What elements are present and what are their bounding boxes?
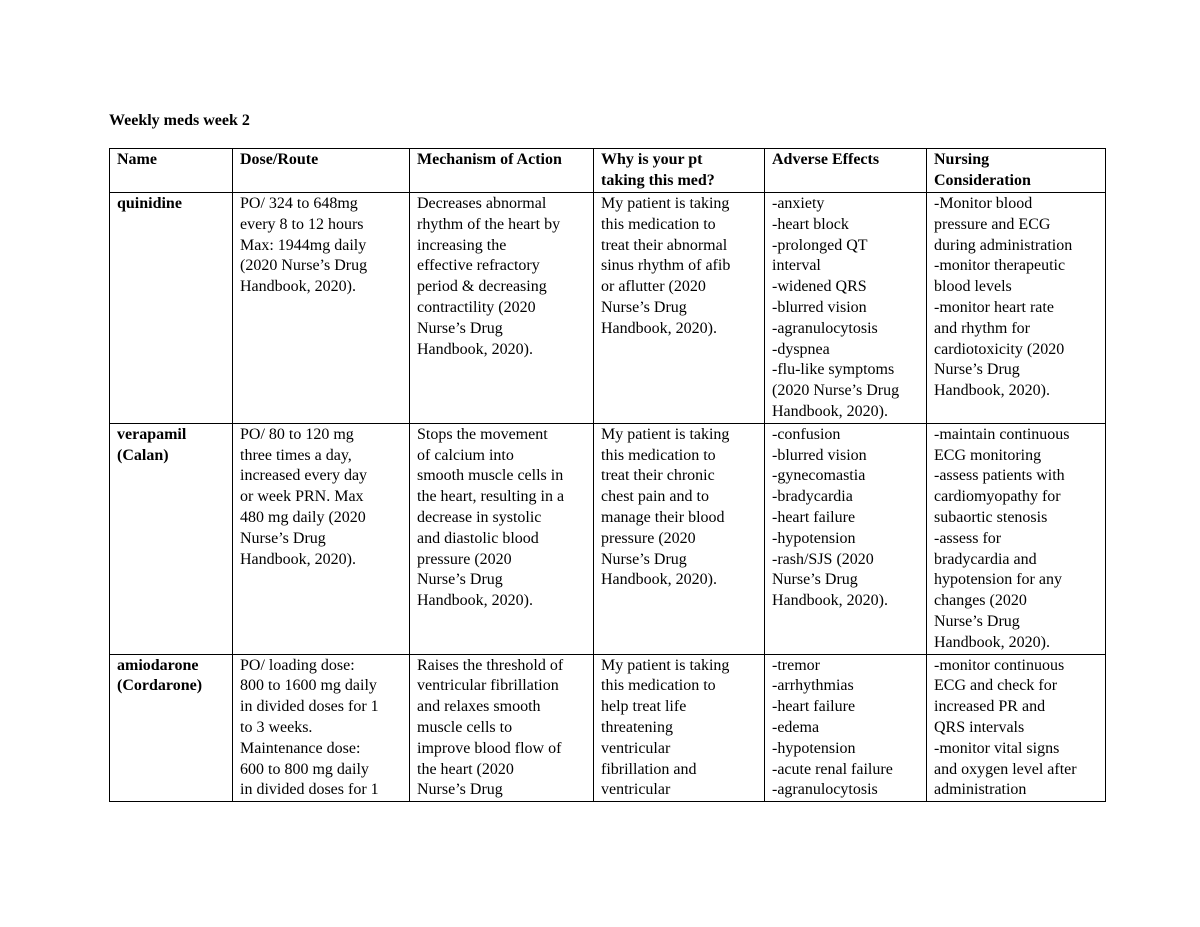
cell-text-line: quinidine [117,195,182,212]
cell-text-line: -assess for [934,529,1002,547]
nursing-consideration-cell [927,423,1106,654]
cell-text-line: -agranulocytosis [772,319,878,337]
cell-text-line: Nurse’s Drug [417,319,503,337]
cell-text-line: PO/ 324 to 648mg [240,195,358,212]
cell-text-line: bradycardia and [934,550,1037,568]
mechanism-cell [410,423,594,654]
cell-text-line: pressure and ECG [934,215,1051,233]
cell-text-line: effective refractory [417,257,540,275]
cell-text-line: -hypotension [772,739,856,757]
cell-text-line: -dyspnea [772,340,830,358]
table-row [110,193,1106,424]
cell-text-line: -widened QRS [772,278,867,296]
header-reason [594,149,765,193]
cell-text-line: -agranulocytosis [772,781,878,799]
nursing-consideration-cell [927,193,1106,424]
cell-text-line: every 8 to 12 hours [240,215,364,233]
cell-text-line: Handbook, 2020). [601,319,717,337]
medication-table [109,148,1106,802]
cell-text-line: Nurse’s Drug [772,571,858,589]
cell-text-line: to 3 weeks. [240,718,313,736]
cell-text-line: -monitor continuous [934,656,1065,674]
cell-text-line: Nurse’s Drug [417,781,503,799]
cell-text-line: ventricular fibrillation [417,677,559,695]
cell-text-line: verapamil [117,425,187,443]
adverse-effects-cell [765,423,927,654]
header-text-line: taking this med? [601,171,715,189]
cell-text-line: cardiotoxicity (2020 [934,340,1065,358]
cell-text-line: Nurse’s Drug [240,529,326,547]
cell-text-line: decrease in systolic [417,508,542,526]
cell-text-line: -heart block [772,215,849,233]
cell-text-line: pressure (2020 [417,550,512,568]
table-row [110,654,1106,802]
cell-text-line: -prolonged QT [772,236,868,254]
cell-text-line: (2020 Nurse’s Drug [772,382,900,400]
cell-text-line: and rhythm for [934,319,1030,337]
header-text-line: Why is your pt [601,151,703,168]
cell-text-line: 600 to 800 mg daily [240,760,369,778]
cell-text-line: -blurred vision [772,298,867,316]
cell-text-line: smooth muscle cells in [417,467,564,485]
cell-text-line: -bradycardia [772,488,853,506]
cell-text-line: ECG monitoring [934,446,1042,464]
cell-text-line: amiodarone [117,656,199,674]
cell-text-line: Nurse’s Drug [601,550,687,568]
cell-text-line: -gynecomastia [772,467,866,485]
cell-text-line: PO/ 80 to 120 mg [240,425,354,443]
cell-text-line: -assess patients with [934,467,1065,485]
cell-text-line: threatening [601,718,673,736]
cell-text-line: improve blood flow of [417,739,562,757]
cell-text-line: cardiomyopathy for [934,488,1061,506]
cell-text-line: -flu-like symptoms [772,361,895,379]
cell-text-line: increasing the [417,236,507,254]
cell-text-line: treat their abnormal [601,236,728,254]
header-nursing-consideration [927,149,1106,193]
cell-text-line: sinus rhythm of afib [601,257,731,275]
cell-text-line: or week PRN. Max [240,488,364,506]
table-header-row [110,149,1106,193]
name-cell [110,423,233,654]
cell-text-line: in divided doses for 1 [240,781,379,799]
name-cell [110,193,233,424]
cell-text-line: QRS intervals [934,718,1025,736]
cell-text-line: subaortic stenosis [934,508,1048,526]
cell-text-line: -tremor [772,656,820,674]
header-name [110,149,233,193]
cell-text-line: Handbook, 2020). [417,340,533,358]
cell-text-line: hypotension for any [934,571,1062,589]
header-adverse-effects [765,149,927,193]
header-dose-route [233,149,410,193]
cell-text-line: Handbook, 2020). [240,550,356,568]
cell-text-line: the heart (2020 [417,760,514,778]
cell-text-line: -monitor heart rate [934,298,1054,316]
cell-text-line: Handbook, 2020). [240,278,356,296]
cell-text-line: increased every day [240,467,368,485]
adverse-effects-cell [765,193,927,424]
cell-text-line: 480 mg daily (2020 [240,508,366,526]
cell-text-line: -Monitor blood [934,195,1033,212]
cell-text-line: this medication to [601,215,716,233]
cell-text-line: -heart failure [772,698,856,716]
cell-text-line: -monitor vital signs [934,739,1060,757]
cell-text-line: -hypotension [772,529,856,547]
name-cell [110,654,233,802]
cell-text-line: Nurse’s Drug [417,571,503,589]
cell-text-line: My patient is taking [601,425,730,443]
cell-text-line: and diastolic blood [417,529,539,547]
cell-text-line: help treat life [601,698,687,716]
cell-text-line: three times a day, [240,446,352,464]
cell-text-line: period & decreasing [417,278,547,296]
cell-text-line: My patient is taking [601,195,730,212]
reason-cell [594,423,765,654]
cell-text-line: Handbook, 2020). [934,633,1050,651]
cell-text-line: this medication to [601,446,716,464]
cell-text-line: in divided doses for 1 [240,698,379,716]
cell-text-line: muscle cells to [417,718,513,736]
cell-text-line: contractility (2020 [417,298,536,316]
cell-text-line: manage their blood [601,508,725,526]
cell-text-line: interval [772,257,821,275]
cell-text-line: (2020 Nurse’s Drug [240,257,368,275]
cell-text-line: -confusion [772,425,841,443]
cell-text-line: rhythm of the heart by [417,215,561,233]
mechanism-cell [410,654,594,802]
header-text-line: Dose/Route [240,151,319,168]
cell-text-line: ventricular [601,781,671,799]
dose-cell [233,423,410,654]
cell-text-line: increased PR and [934,698,1046,716]
cell-text-line: pressure (2020 [601,529,696,547]
dose-cell [233,654,410,802]
cell-text-line: ECG and check for [934,677,1058,695]
cell-text-line: Handbook, 2020). [601,571,717,589]
mechanism-cell [410,193,594,424]
header-mechanism [410,149,594,193]
cell-text-line: Handbook, 2020). [934,382,1050,400]
cell-text-line: (Cordarone) [117,677,203,695]
cell-text-line: ventricular [601,739,671,757]
cell-text-line: Nurse’s Drug [934,361,1020,379]
cell-text-line: -maintain continuous [934,425,1070,443]
cell-text-line: during administration [934,236,1073,254]
cell-text-line: Stops the movement [417,425,548,443]
cell-text-line: Nurse’s Drug [934,612,1020,630]
cell-text-line: (Calan) [117,446,169,464]
cell-text-line: Nurse’s Drug [601,298,687,316]
cell-text-line: PO/ loading dose: [240,656,355,674]
header-text-line: Adverse Effects [772,151,880,168]
cell-text-line: Max: 1944mg daily [240,236,367,254]
header-text-line: Name [117,151,157,168]
header-text-line: Consideration [934,171,1031,189]
cell-text-line: Decreases abnormal [417,195,547,212]
cell-text-line: Maintenance dose: [240,739,361,757]
cell-text-line: the heart, resulting in a [417,488,565,506]
cell-text-line: -edema [772,718,820,736]
header-text-line: Nursing [934,151,990,168]
cell-text-line: this medication to [601,677,716,695]
cell-text-line: or aflutter (2020 [601,278,706,296]
cell-text-line: changes (2020 [934,592,1027,610]
cell-text-line: -rash/SJS (2020 [772,550,874,568]
cell-text-line: My patient is taking [601,656,730,674]
cell-text-line: 800 to 1600 mg daily [240,677,377,695]
cell-text-line: chest pain and to [601,488,709,506]
cell-text-line: blood levels [934,278,1012,296]
cell-text-line: administration [934,781,1027,799]
cell-text-line: Handbook, 2020). [772,402,888,420]
cell-text-line: -acute renal failure [772,760,893,778]
cell-text-line: Handbook, 2020). [417,592,533,610]
cell-text-line: of calcium into [417,446,514,464]
dose-cell [233,193,410,424]
cell-text-line: and relaxes smooth [417,698,541,716]
cell-text-line: Raises the threshold of [417,656,564,674]
reason-cell [594,193,765,424]
cell-text-line: -monitor therapeutic [934,257,1066,275]
cell-text-line: -heart failure [772,508,856,526]
cell-text-line: and oxygen level after [934,760,1077,778]
cell-text-line: -anxiety [772,195,825,212]
reason-cell [594,654,765,802]
cell-text-line: treat their chronic [601,467,715,485]
cell-text-line: fibrillation and [601,760,697,778]
table-body [110,193,1106,802]
cell-text-line: -arrhythmias [772,677,854,695]
table-row [110,423,1106,654]
header-text-line: Mechanism of Action [417,151,562,168]
document-title: Weekly meds week 2 [109,112,250,129]
nursing-consideration-cell [927,654,1106,802]
cell-text-line: Handbook, 2020). [772,592,888,610]
cell-text-line: -blurred vision [772,446,867,464]
adverse-effects-cell [765,654,927,802]
